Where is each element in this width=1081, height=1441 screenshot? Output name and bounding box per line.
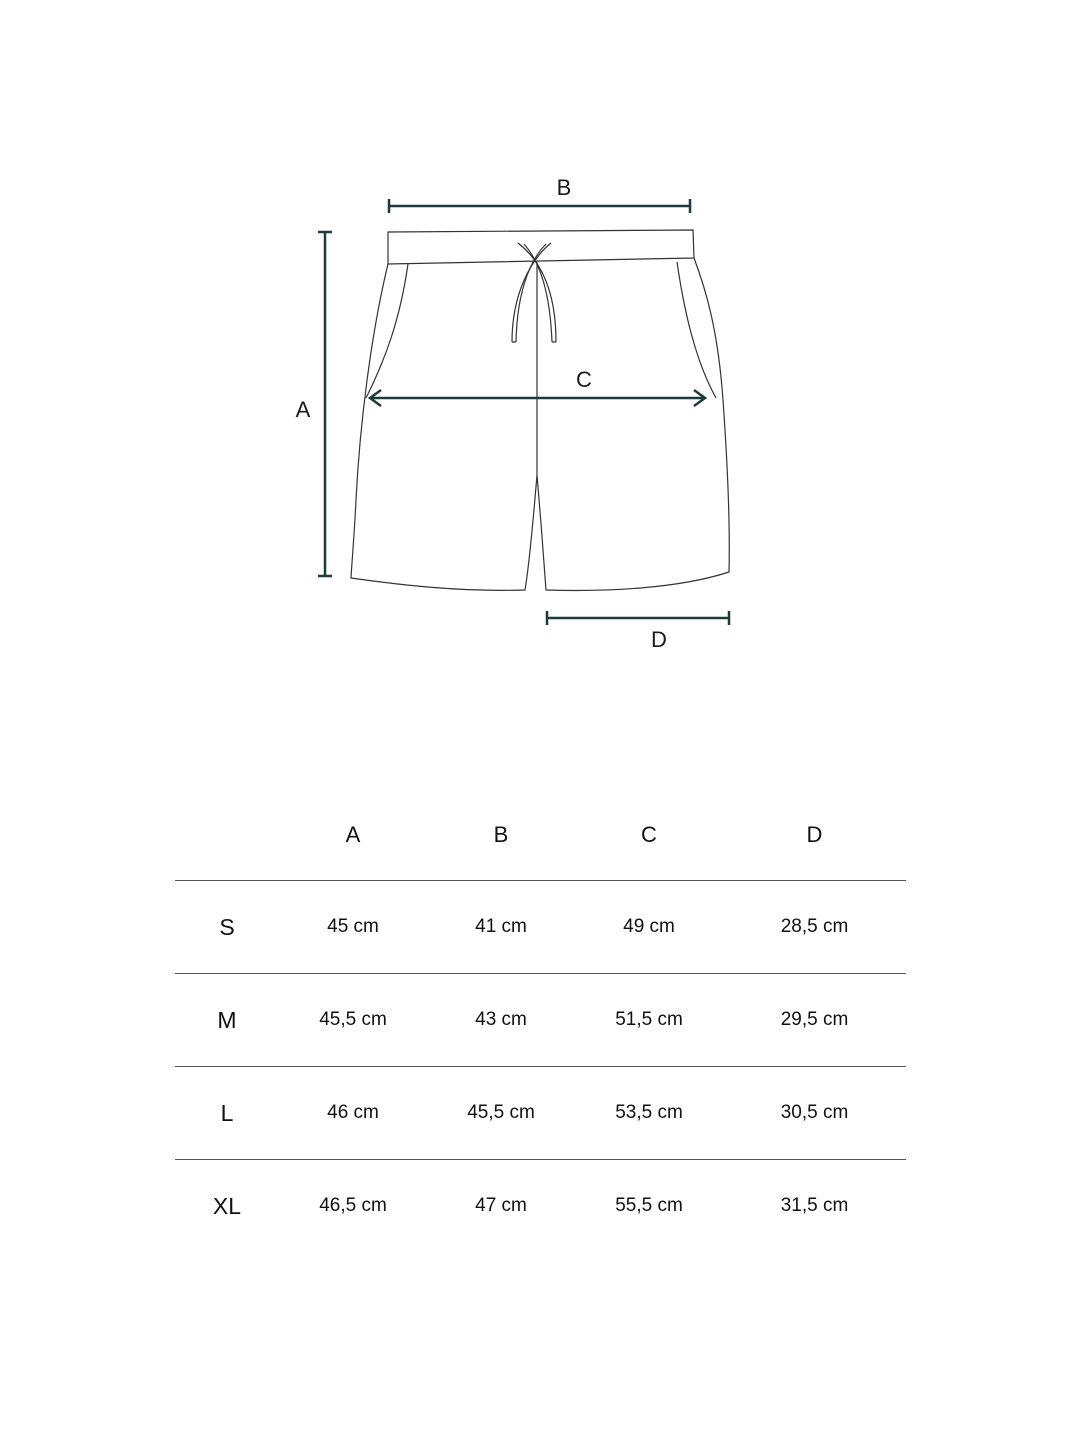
size-cell: S — [175, 881, 279, 974]
value-cell-d: 28,5 cm — [723, 881, 906, 974]
value-cell-b: 45,5 cm — [427, 1067, 575, 1160]
value-cell-b: 47 cm — [475, 1195, 527, 1216]
value-cell-a: 46,5 cm — [319, 1195, 387, 1216]
size-cell: L — [175, 1067, 279, 1160]
header-size — [175, 790, 279, 881]
value-cell-a: 45,5 cm — [279, 974, 427, 1067]
dimension-label-a: A — [295, 397, 311, 422]
dimension-lines — [318, 199, 729, 625]
size-cell: XL — [212, 1192, 242, 1219]
value-cell-c: 53,5 cm — [575, 1067, 723, 1160]
header-a: A — [279, 790, 427, 881]
value-cell-d: 31,5 cm — [780, 1195, 849, 1216]
header-b: B — [427, 790, 575, 881]
dimension-label-d: D — [651, 627, 667, 652]
shorts-measurement-diagram — [0, 0, 1081, 700]
value-cell-b: 43 cm — [427, 974, 575, 1067]
value-cell-d: 29,5 cm — [723, 974, 906, 1067]
value-cell-c: 51,5 cm — [575, 974, 723, 1067]
value-cell-b: 41 cm — [427, 881, 575, 974]
size-cell: M — [175, 974, 279, 1067]
table-row — [175, 974, 906, 1067]
header-d: D — [723, 790, 906, 881]
table-row — [175, 1160, 906, 1253]
value-cell-c: 49 cm — [575, 881, 723, 974]
dimension-label-c: C — [576, 367, 592, 392]
shorts-outline — [351, 230, 729, 590]
value-cell-a: 46 cm — [279, 1067, 427, 1160]
dimension-label-b: B — [556, 175, 572, 200]
table-header-row — [175, 790, 906, 881]
header-c: C — [575, 790, 723, 881]
table-row — [175, 1067, 906, 1160]
value-cell-c: 55,5 cm — [615, 1195, 683, 1216]
value-cell-d: 30,5 cm — [723, 1067, 906, 1160]
size-table — [175, 790, 906, 1252]
value-cell-a: 45 cm — [279, 881, 427, 974]
table-row — [175, 881, 906, 974]
